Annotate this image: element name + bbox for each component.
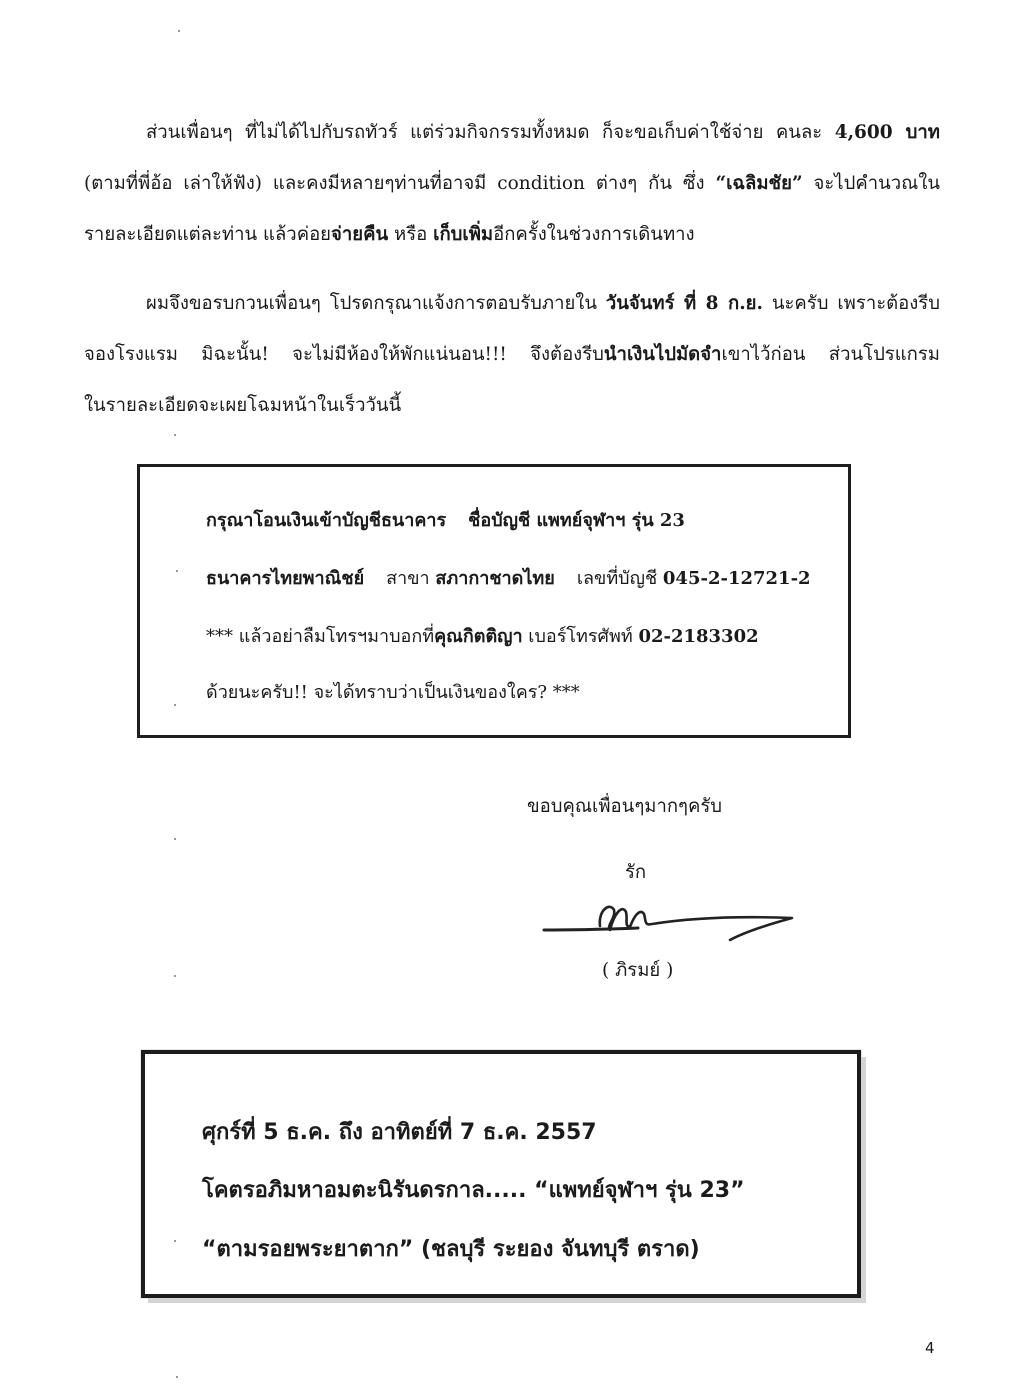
paragraph-line: ในรายละเอียดจะเผยโฉมหน้าในเร็ววันนี้ — [84, 395, 402, 416]
scan-speck — [174, 838, 176, 840]
deadline-date: วันจันทร์ ที่ 8 ก.ย. — [605, 293, 763, 314]
bank-branch-line: ธนาคารไทยพาณิชย์ สาขา สภากาชาดไทย เลขที่บัญชี 045-2-12721-2 — [206, 568, 811, 589]
scan-speck — [178, 30, 180, 32]
trip-info-box — [141, 1050, 861, 1298]
page-number: 4 — [925, 1339, 935, 1357]
account-number: 045-2-12721-2 — [662, 568, 811, 589]
paragraph-line: ผมจึงขอรบกวนเพื่อนๆ โปรดกรุณาแจ้งการตอบรับภายใน วันจันทร์ ที่ 8 ก.ย. นะครับ เพราะต้องรีบ — [146, 293, 940, 314]
organizer-name: “เฉลิมชัย” — [715, 173, 803, 194]
paragraph-line: ส่วนเพื่อนๆ ที่ไม่ได้ไปกับรถทัวร์ แต่ร่วมกิจกรรมทั้งหมด ก็จะขอเก็บค่าใช้จ่าย คนละ 4,600 บาท — [146, 122, 940, 143]
bank-account-name-line: กรุณาโอนเงินเข้าบัญชีธนาคาร ชื่อบัญชี แพทย์จุฬาฯ รุ่น 23 — [206, 510, 685, 531]
scan-speck — [174, 975, 176, 977]
bank-note-line: ด้วยนะครับ!! จะได้ทราบว่าเป็นเงินของใคร? *** — [206, 682, 580, 703]
paragraph-line: (ตามที่พี่อ้อ เล่าให้ฟัง) และคงมีหลายๆท่านที่อาจมี condition ต่างๆ กัน ซึ่ง “เฉลิมชัย” จะไปคำนวณใน — [84, 173, 940, 194]
bank-contact-line: *** แล้วอย่าลืมโทรฯมาบอกที่คุณกิตติญา เบอร์โทรศัพท์ 02-2183302 — [206, 626, 759, 647]
trip-route: “ตามรอยพระยาตาก” (ชลบุรี ระยอง จันทบุรี ตราด) — [202, 1237, 700, 1262]
love-text: รัก — [625, 862, 647, 883]
scan-speck — [176, 1376, 178, 1378]
thanks-text: ขอบคุณเพื่อนๆมากๆครับ — [527, 796, 723, 817]
scan-speck — [174, 1240, 176, 1242]
signature — [540, 896, 800, 948]
paragraph-cost — [84, 107, 940, 260]
bank-transfer-box — [137, 464, 851, 738]
trip-dates: ศุกร์ที่ 5 ธ.ค. ถึง อาทิตย์ที่ 7 ธ.ค. 2557 — [202, 1120, 597, 1145]
scan-speck — [176, 570, 178, 572]
cost-amount: 4,600 บาท — [834, 122, 940, 143]
signer-name: ( ภิรมย์ ) — [602, 960, 674, 981]
paragraph-line: จองโรงแรม มิฉะนั้น! จะไม่มีห้องให้พักแน่นอน!!! จึงต้องรีบนำเงินไปมัดจำเขาไว้ก่อน ส่วนโปรแกรม — [84, 344, 941, 365]
trip-event-title: โคตรอภิมหาอมตะนิรันดรกาล..... “แพทย์จุฬาฯ รุ่น 23” — [202, 1178, 745, 1203]
paragraph-line: รายละเอียดแต่ละท่าน แล้วค่อยจ่ายคืน หรือ เก็บเพิ่มอีกครั้งในช่วงการเดินทาง — [84, 224, 695, 245]
scan-speck — [174, 434, 176, 436]
paragraph-deadline — [84, 278, 940, 431]
scan-speck — [174, 704, 176, 706]
phone-number: 02-2183302 — [638, 626, 759, 647]
